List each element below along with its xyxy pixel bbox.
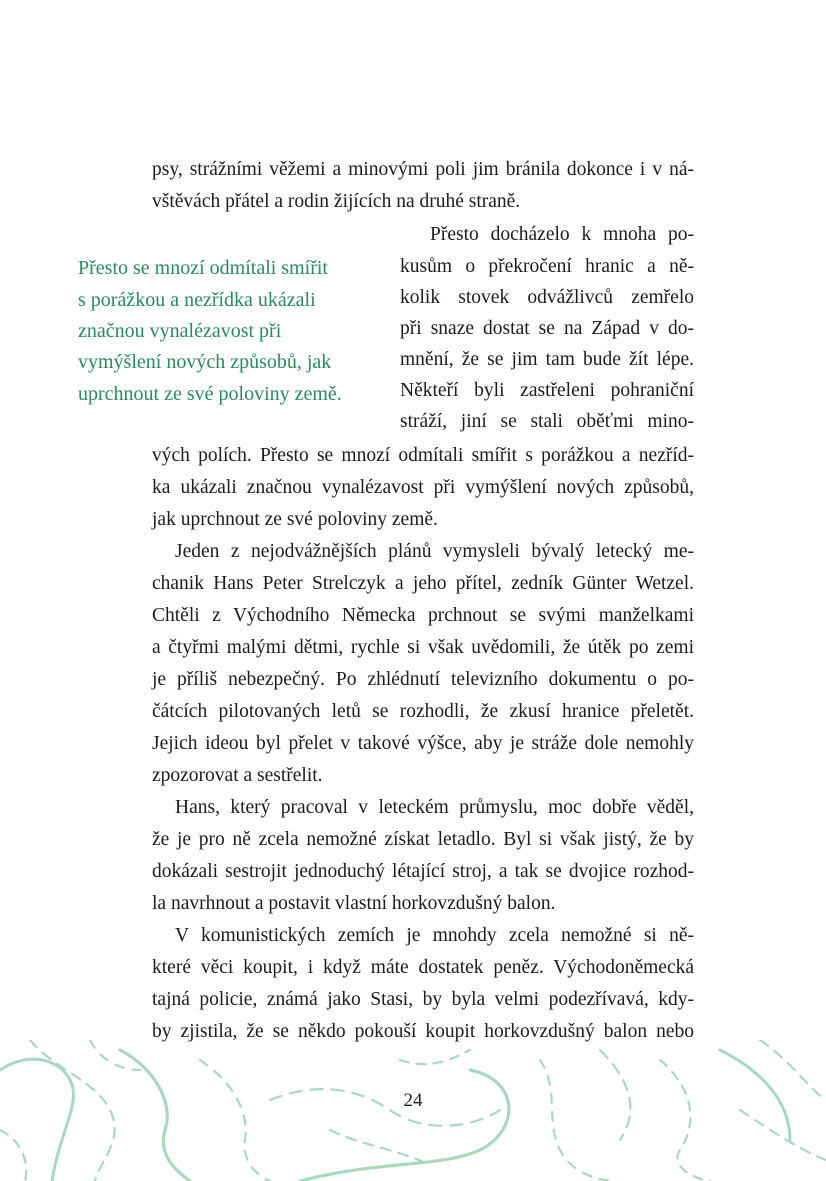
wave-stroke bbox=[120, 1050, 190, 1181]
body-line: chanik Hans Peter Strelczyk a jeho přítel, zedník Günter Wetzel. bbox=[152, 573, 694, 594]
body-line: Hans, který pracoval v leteckém průmyslu, moc dobře věděl, bbox=[175, 797, 694, 818]
wave-stroke bbox=[0, 1059, 74, 1181]
pull-quote-line: Přesto se mnozí odmítali smířit bbox=[78, 257, 328, 279]
page-number: 24 bbox=[403, 1090, 423, 1111]
body-line: vštěvách přátel a rodin žijících na druhé straně. bbox=[152, 191, 521, 212]
body-line: a čtyřmi malými dětmi, rychle si však uvědomili, že útěk po zemi bbox=[152, 637, 694, 658]
body-line: Jeden z nejodvážnějších plánů vymysleli bývalý letecký me- bbox=[175, 541, 694, 562]
body-line: při snaze dostat se na Západ v do- bbox=[400, 318, 694, 339]
wave-stroke bbox=[400, 1050, 470, 1064]
pull-quote-line: značnou vynalézavost při bbox=[78, 320, 282, 342]
body-line: tajná policie, známá jako Stasi, by byla velmi podezřívavá, kdy- bbox=[152, 989, 694, 1010]
pull-quote-line: s porážkou a nezřídka ukázali bbox=[78, 289, 316, 311]
body-line: kolik stovek odvážlivců zemřelo bbox=[400, 287, 694, 308]
body-line: které věci koupit, i když máte dostatek peněz. Východoněmecká bbox=[152, 957, 694, 978]
pull-quote-line: uprchnout ze své poloviny země. bbox=[78, 383, 342, 405]
body-line: Chtěli z Východního Německa prchnout se svými manželkami bbox=[152, 605, 694, 626]
body-line: vých polích. Přesto se mnozí odmítali smířit s porážkou a nezříd- bbox=[152, 445, 694, 466]
wave-stroke bbox=[740, 1110, 826, 1160]
wave-stroke bbox=[200, 1060, 270, 1181]
pull-quote-line: vymýšlení nových způsobů, jak bbox=[78, 351, 332, 373]
wave-stroke bbox=[300, 1070, 509, 1181]
wave-stroke bbox=[330, 1130, 430, 1165]
body-line: V komunistických zemích je mnohdy zcela nemožné si ně- bbox=[175, 925, 694, 946]
body-line: že je pro ně zcela nemožné získat letadlo. Byl si však jistý, že by bbox=[152, 829, 694, 850]
body-line: dokázali sestrojit jednoduchý létající stroj, a tak se dvojice rozhod- bbox=[152, 861, 694, 882]
body-line: Někteří byli zastřeleni pohraniční bbox=[400, 380, 694, 401]
wave-stroke bbox=[660, 1060, 710, 1181]
body-line: je příliš nebezpečný. Po zhlédnutí televizního dokumentu o po- bbox=[152, 669, 694, 690]
body-line: ka ukázali značnou vynalézavost při vymýšlení nových způsobů, bbox=[152, 477, 694, 498]
body-line: psy, strážními věžemi a minovými poli jim bránila dokonce i v ná- bbox=[152, 159, 694, 180]
wave-stroke bbox=[90, 1040, 140, 1070]
body-line: čátcích pilotovaných letů se rozhodli, že zkusí hranice přeletět. bbox=[152, 701, 694, 722]
body-line: by zjistila, že se někdo pokouší koupit horkovzdušný balon nebo bbox=[152, 1021, 694, 1042]
wave-stroke bbox=[0, 1130, 26, 1181]
body-line: Jejich ideou byl přelet v takové výšce, aby je stráže dole nemohly bbox=[152, 733, 694, 754]
body-line: kusům o překročení hranic a ně- bbox=[400, 256, 694, 277]
body-line: mnění, že se jim tam bude žít lépe. bbox=[400, 349, 694, 370]
body-line: jak uprchnout ze své poloviny země. bbox=[152, 509, 438, 530]
wave-stroke bbox=[540, 1060, 610, 1181]
body-line: Přesto docházelo k mnoha po- bbox=[430, 224, 694, 245]
body-line: la navrhnout a postavit vlastní horkovzdušný balon. bbox=[152, 893, 556, 914]
body-line: stráží, jiní se stali oběťmi mino- bbox=[400, 411, 694, 432]
body-line: zpozorovat a sestřelit. bbox=[152, 765, 323, 786]
